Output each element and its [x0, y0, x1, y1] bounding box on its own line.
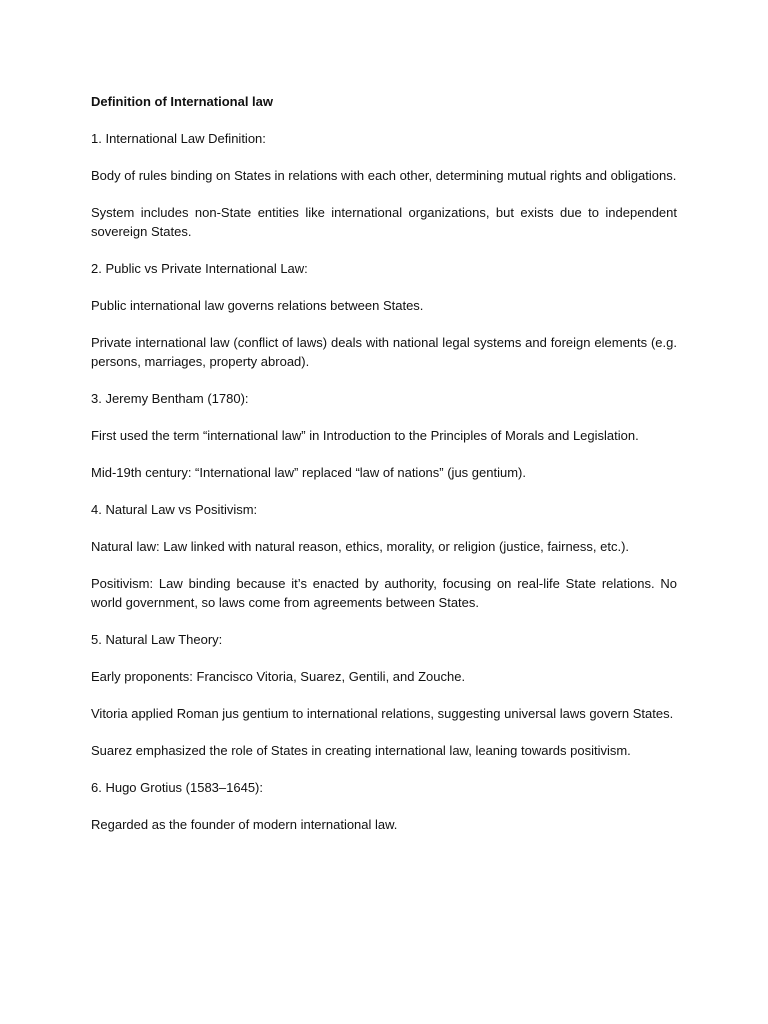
- section-2-paragraph-1: Public international law governs relations between States.: [91, 298, 424, 313]
- section-4-paragraph-1: Natural law: Law linked with natural reason, ethics, morality, or religion (justice, fairness, etc.).: [91, 539, 630, 554]
- section-heading-4: 4. Natural Law vs Positivism:: [91, 502, 258, 517]
- section-2-paragraph-2: Private international law (conflict of laws) deals with national legal systems and foreign elements (e.g. persons, marriages, property abroad).: [91, 335, 677, 369]
- section-heading-3: 3. Jeremy Bentham (1780):: [91, 391, 249, 406]
- section-heading-6: 6. Hugo Grotius (1583–1645):: [91, 780, 263, 795]
- section-1-paragraph-1: Body of rules binding on States in relations with each other, determining mutual rights and obligations.: [91, 168, 677, 183]
- document-body: [91, 92, 677, 852]
- section-3-paragraph-1: First used the term “international law” in Introduction to the Principles of Morals and Legislation.: [91, 428, 639, 443]
- document-title: Definition of International law: [91, 94, 273, 109]
- section-5-paragraph-2: Vitoria applied Roman jus gentium to international relations, suggesting universal laws govern States.: [91, 706, 674, 721]
- section-5-paragraph-3: Suarez emphasized the role of States in creating international law, leaning towards positivism.: [91, 743, 631, 758]
- section-6-paragraph-1: Regarded as the founder of modern international law.: [91, 817, 398, 832]
- section-5-paragraph-1: Early proponents: Francisco Vitoria, Suarez, Gentili, and Zouche.: [91, 669, 466, 684]
- section-3-paragraph-2: Mid-19th century: “International law” replaced “law of nations” (jus gentium).: [91, 465, 526, 480]
- section-1-paragraph-2: System includes non-State entities like international organizations, but exists due to independent sovereign States.: [91, 205, 677, 239]
- section-4-paragraph-2: Positivism: Law binding because it’s enacted by authority, focusing on real-life State relations. No world government, so laws come from agreements between States.: [91, 576, 677, 610]
- section-heading-5: 5. Natural Law Theory:: [91, 632, 223, 647]
- section-heading-1: 1. International Law Definition:: [91, 131, 266, 146]
- section-heading-2: 2. Public vs Private International Law:: [91, 261, 308, 276]
